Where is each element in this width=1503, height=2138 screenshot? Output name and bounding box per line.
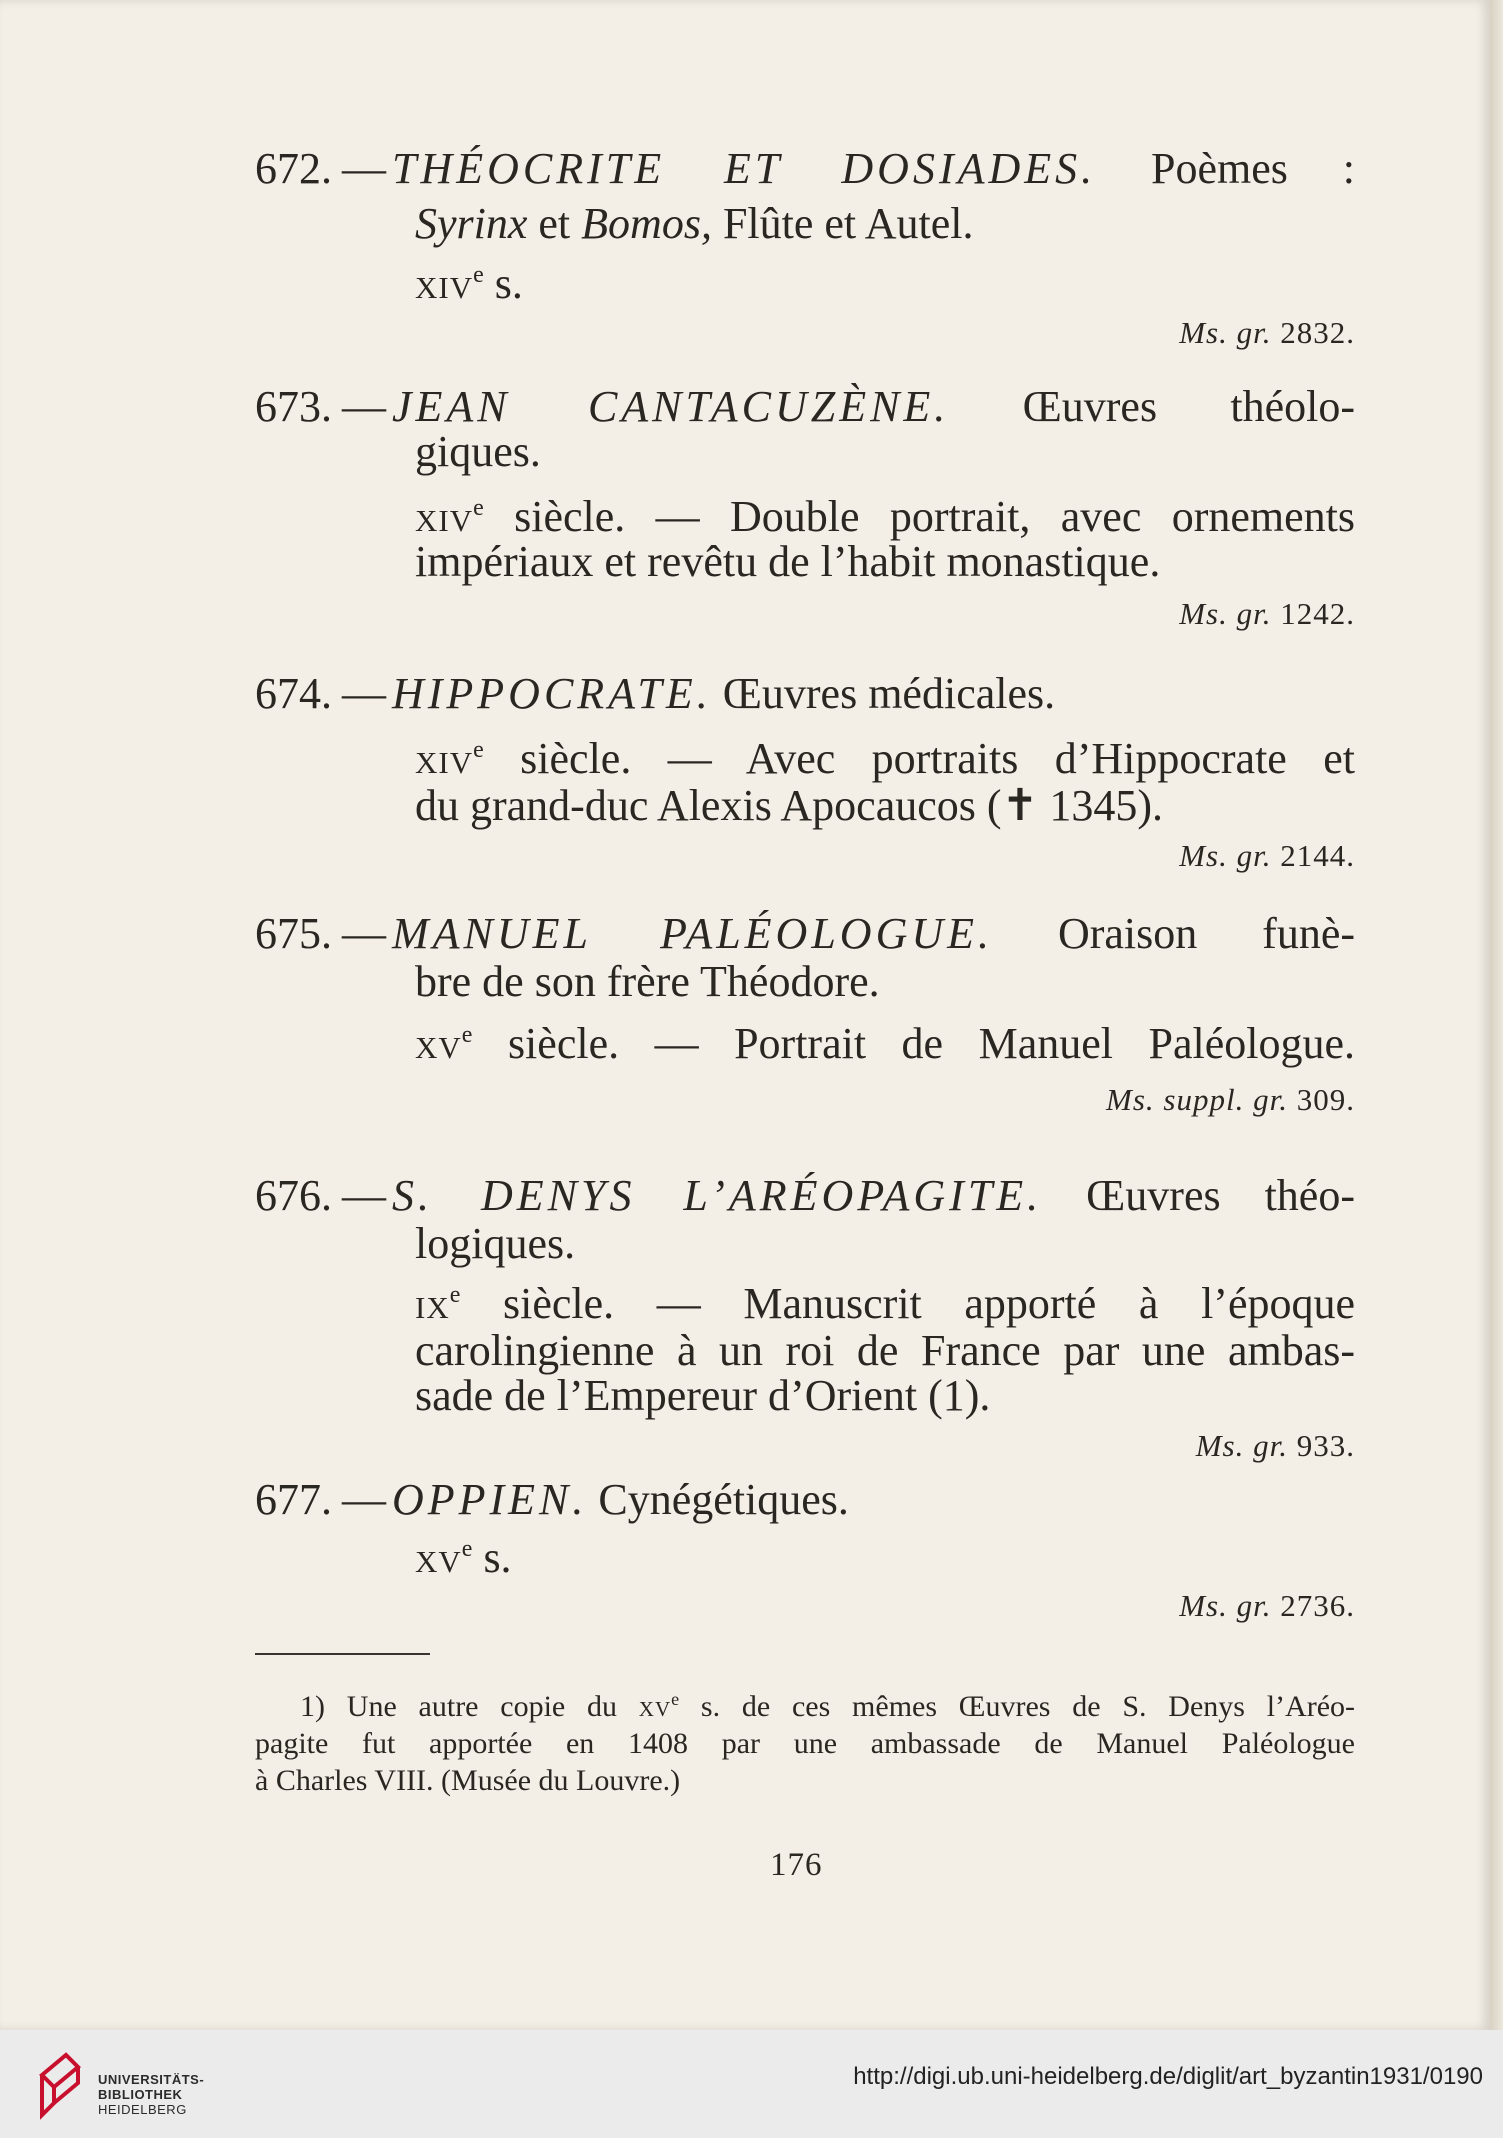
entry-description-cont: Syrinx et Bomos, Flûte et Autel. (415, 199, 974, 248)
entry-heading: 676. — S. DENYS L’ARÉOPAGITE. Œuvres théo- (255, 1171, 1355, 1220)
footnote-line: 1) Une autre copie du $xv^e$ s. de ces mêmes Œuvres de S. Denys l’Aréo- (300, 1689, 1356, 1723)
entry-heading: 674. — HIPPOCRATE. Œuvres médicales. (255, 669, 1056, 718)
entry-century: $xv^e$ siècle. — Portrait de Manuel Paléologue. (415, 1019, 1355, 1068)
footnote-line: pagite fut apportée en 1408 par une ambassade de Manuel Paléologue (255, 1727, 1355, 1760)
entry-heading: 673. — JEAN CANTACUZÈNE. Œuvres théolo- (255, 382, 1356, 431)
entry-century: xiv$^e$ s. (415, 259, 523, 308)
entry-title: S. DENYS L’ARÉOPAGITE. (392, 1171, 1043, 1220)
entry-title: JEAN CANTACUZÈNE. (392, 382, 950, 431)
page-number: 176 (770, 1847, 823, 1883)
footnote-marker: 1) (300, 1690, 325, 1723)
entry-description-cont: giques. (415, 427, 541, 476)
viewer-footer (0, 2030, 1503, 2138)
entry-century-cont: du grand-duc Alexis Apocaucos (✝ 1345). (415, 781, 1164, 830)
library-name-line: UNIVERSITÄTS- (98, 2072, 205, 2087)
library-name-line: HEIDELBERG (98, 2102, 187, 2117)
entry-heading (255, 145, 1355, 193)
entry-heading: 675. — MANUEL PALÉOLOGUE. Oraison funè- (255, 909, 1355, 958)
library-logo-icon (36, 2047, 84, 2123)
entry-century: xiv$^e$ siècle. — Avec portraits d’Hippocrate et (415, 734, 1355, 783)
library-name-line: BIBLIOTHEK (98, 2087, 183, 2102)
entry-century-cont: sade de l’Empereur d’Orient (1). (415, 1371, 991, 1420)
entry-century: xiv$^e$ siècle. — Double portrait, avec ornements (415, 492, 1355, 541)
entry-century-cont: impériaux et revêtu de l’habit monastique. (415, 537, 1161, 586)
entry-heading: 677. — OPPIEN. Cynégétiques. (255, 1475, 849, 1524)
page-edge (1490, 0, 1503, 2030)
manuscript-reference: Ms. gr. 2832. (1179, 315, 1355, 350)
manuscript-reference: Ms. suppl. gr. 309. (1106, 1082, 1355, 1117)
footnote-divider (255, 1653, 430, 1655)
manuscript-reference: Ms. gr. 2736. (1179, 1588, 1355, 1623)
entry-century: $ix^e$ siècle. — Manuscrit apporté à l’époque (415, 1279, 1355, 1328)
entry-title: THÉOCRITE ET DOSIADES. (392, 144, 1097, 193)
source-url-link[interactable]: http://digi.ub.uni-heidelberg.de/diglit/art_byzantin1931/0190 (853, 2063, 1483, 2090)
entry-title: OPPIEN. (392, 1475, 588, 1524)
entry-description: Poèmes : (1151, 144, 1355, 193)
entry-title: HIPPOCRATE. (392, 669, 712, 718)
entry-dash: — (342, 144, 386, 193)
entry-description-cont: bre de son frère Théodore. (415, 957, 880, 1006)
entry-title: MANUEL PALÉOLOGUE. (392, 909, 994, 958)
entry-century: $xv^e$ s. (415, 1533, 512, 1582)
manuscript-reference: Ms. gr. 2144. (1179, 838, 1355, 873)
manuscript-reference: Ms. gr. 933. (1195, 1428, 1355, 1463)
footnote-line: à Charles VIII. (Musée du Louvre.) (255, 1764, 681, 1797)
entry-century-cont: carolingienne à un roi de France par une ambas- (415, 1326, 1355, 1375)
entry-description-cont: logiques. (415, 1219, 576, 1268)
entry-number: 672. (255, 144, 332, 193)
manuscript-reference: Ms. gr. 1242. (1179, 596, 1355, 631)
